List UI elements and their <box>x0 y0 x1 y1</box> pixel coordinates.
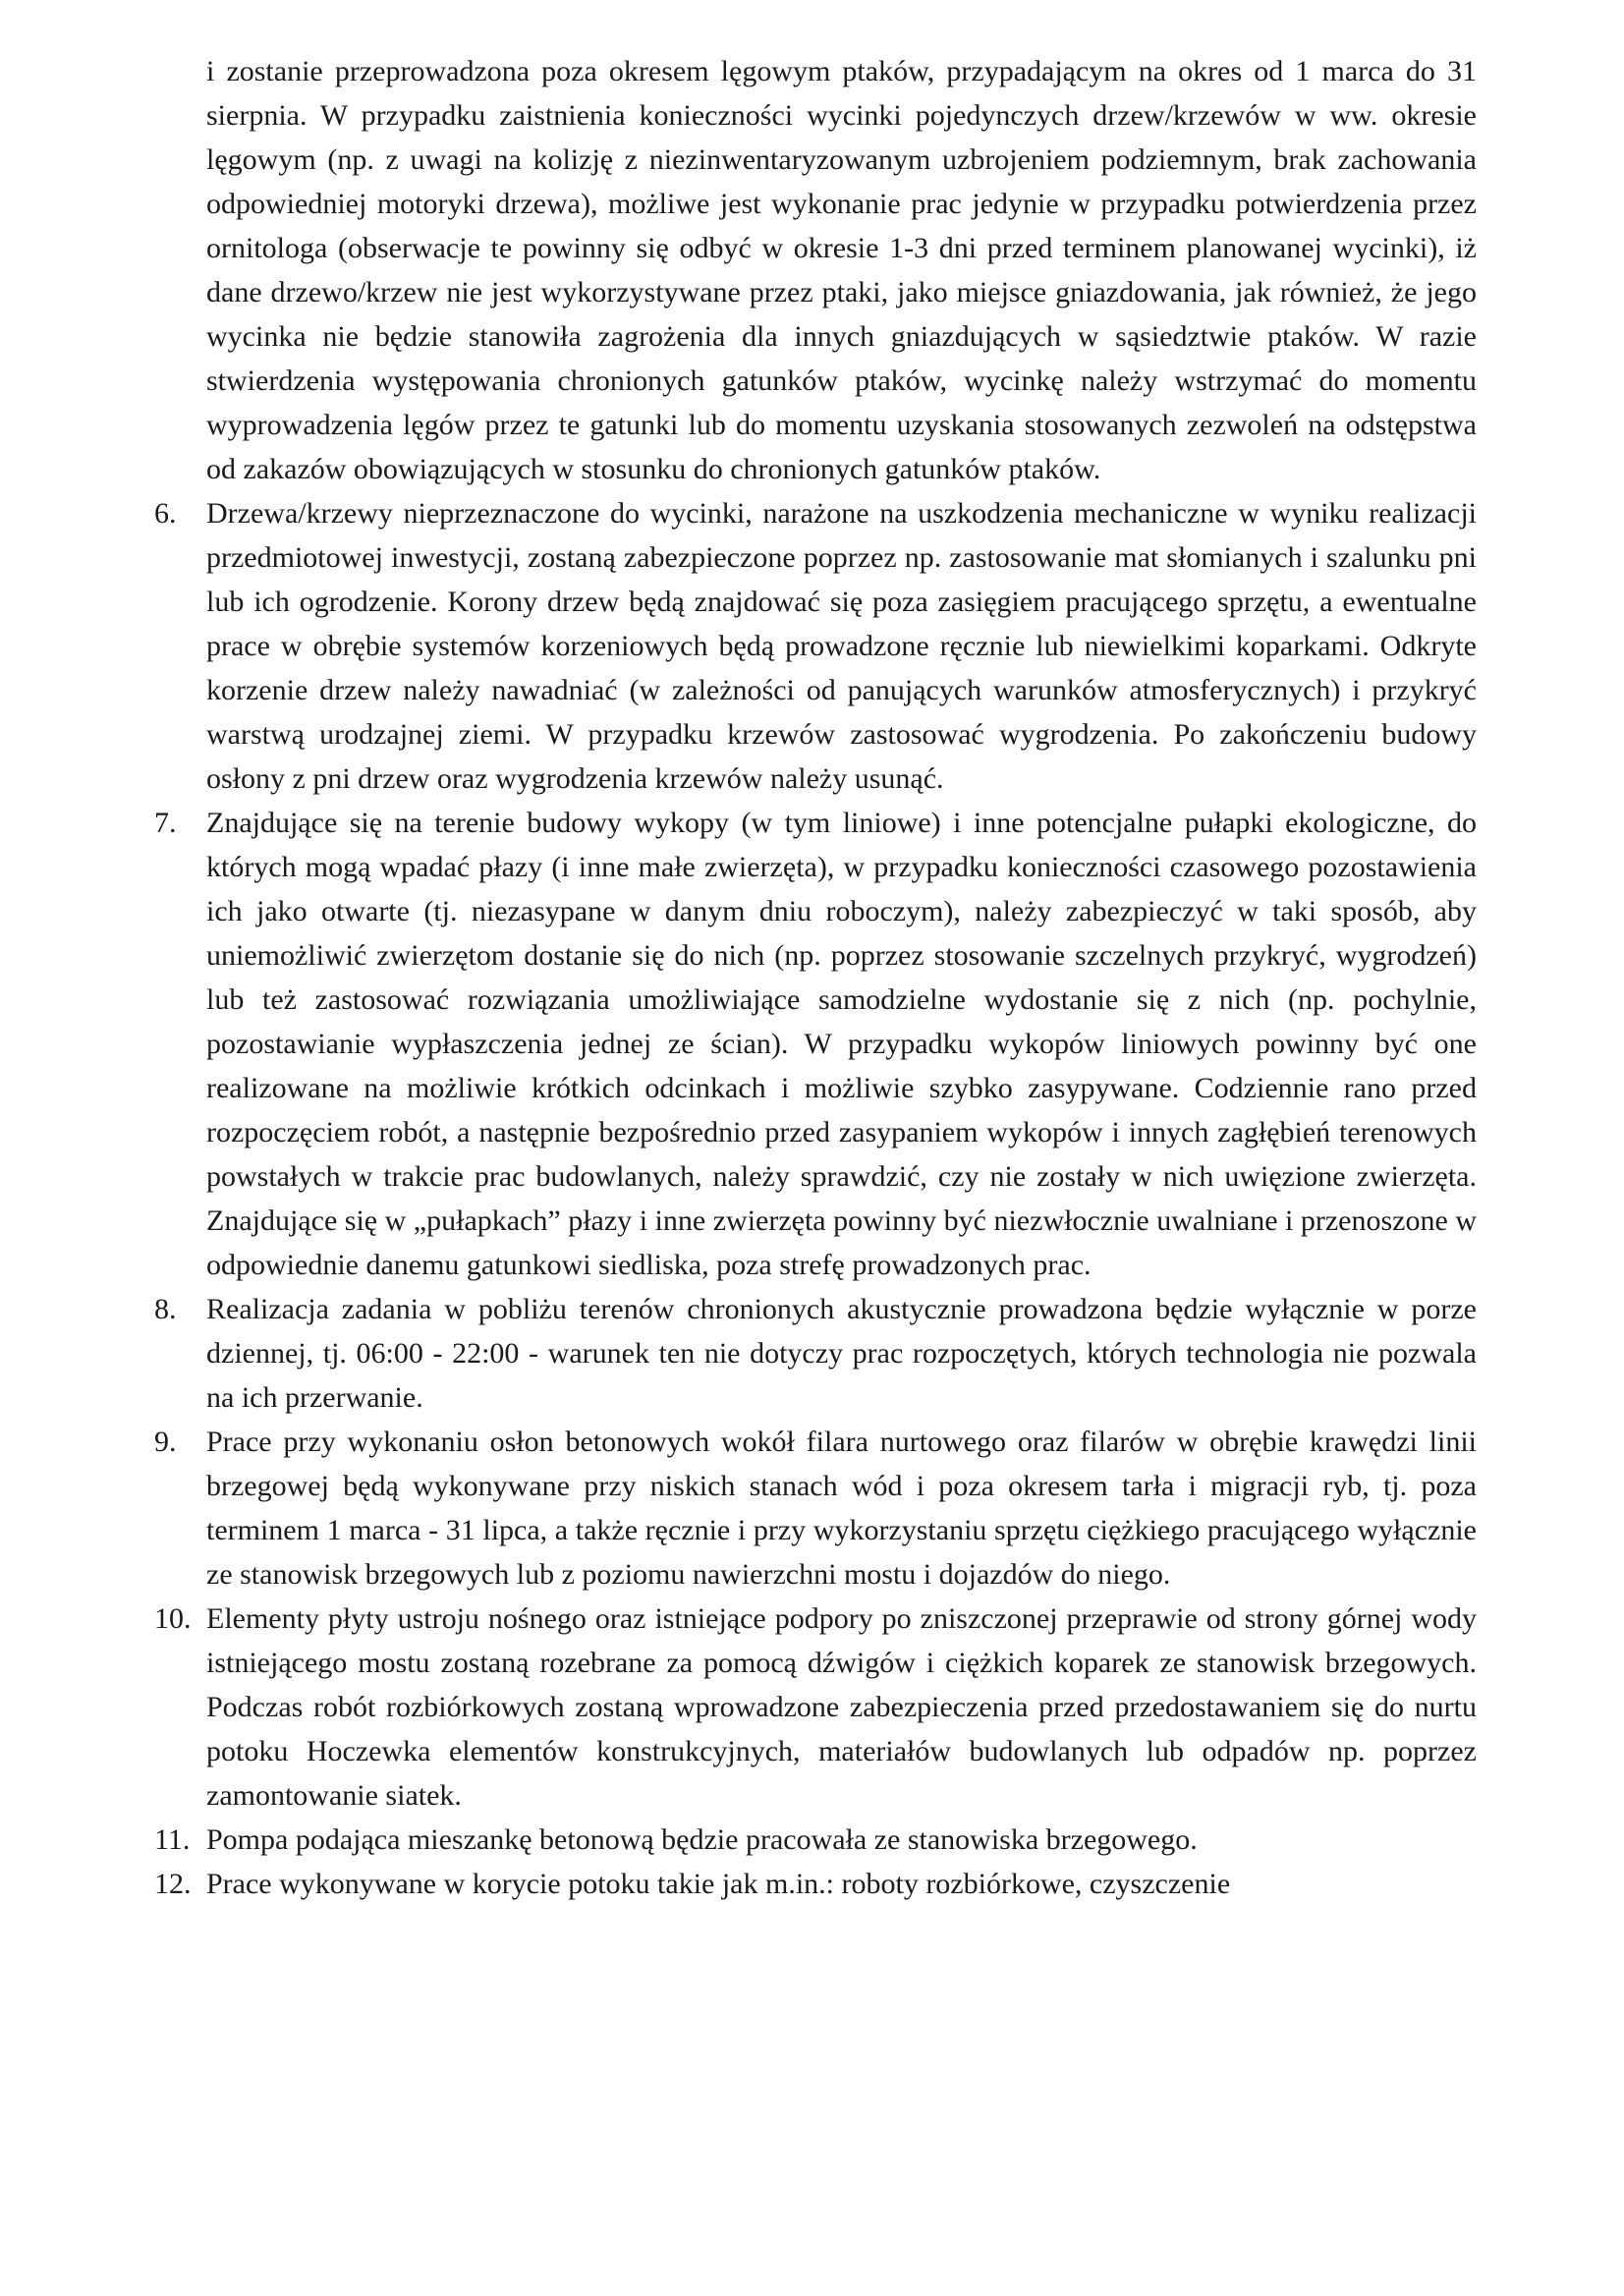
item-text: Realizacja zadania w pobliżu terenów chronionych akustycznie prowadzona będzie wyłącznie w porze dziennej, tj. 06:00 - 22:00 - warunek ten nie dotyczy prac rozpoczętych, których technologia nie pozwala na ich przerwanie. <box>206 1293 1477 1414</box>
item-text: Prace wykonywane w korycie potoku takie jak m.in.: roboty rozbiórkowe, czyszczenie <box>206 1868 1231 1900</box>
list-item-12 <box>154 1862 1477 1906</box>
item-text: Prace przy wykonaniu osłon betonowych wokół filara nurtowego oraz filarów w obrębie krawędzi linii brzegowej będą wykonywane przy niskich stanach wód i poza okresem tarła i migracji ryb, tj. poza terminem 1 marca - 31 lipca, a także ręcznie i przy wykorzystaniu sprzętu ciężkiego pracującego wyłącznie ze stanowisk brzegowych lub z poziomu nawierzchni mostu i dojazdów do niego. <box>206 1426 1477 1591</box>
list-item-11 <box>154 1818 1477 1862</box>
list-item-10 <box>154 1596 1477 1818</box>
list-item-9 <box>154 1420 1477 1596</box>
item-number: 8. <box>154 1293 177 1325</box>
list-item-8 <box>154 1287 1477 1420</box>
list-item-7 <box>154 801 1477 1287</box>
intro-paragraph: i zostanie przeprowadzona poza okresem lęgowym ptaków, przypadającym na okres od 1 marca do 31 sierpnia. W przypadku zaistnienia konieczności wycinki pojedynczych drzew/krzewów w ww. okresie lęgowym (np. z uwagi na kolizję z niezinwentaryzowanym uzbrojeniem podziemnym, brak zachowania odpowiedniej motoryki drzewa), możliwe jest wykonanie prac jedynie w przypadku potwierdzenia przez ornitologa (obserwacje te powinny się odbyć w okresie 1-3 dni przed terminem planowanej wycinki), iż dane drzewo/krzew nie jest wykorzystywane przez ptaki, jako miejsce gniazdowania, jak również, że jego wycinka nie będzie stanowiła zagrożenia dla innych gniazdujących w sąsiedztwie ptaków. W razie stwierdzenia występowania chronionych gatunków ptaków, wycinkę należy wstrzymać do momentu wyprowadzenia lęgów przez te gatunki lub do momentu uzyskania stosowanych zezwoleń na odstępstwa od zakazów obowiązujących w stosunku do chronionych gatunków ptaków. <box>206 55 1477 485</box>
item-number: 12. <box>154 1868 192 1900</box>
item-number: 9. <box>154 1426 177 1458</box>
item-text: Pompa podająca mieszankę betonową będzie pracowała ze stanowiska brzegowego. <box>206 1823 1198 1856</box>
item-number: 11. <box>154 1823 191 1856</box>
item-number: 6. <box>154 497 177 530</box>
item-number: 7. <box>154 807 177 839</box>
list-item-6 <box>154 491 1477 801</box>
item-text: Drzewa/krzewy nieprzeznaczone do wycinki, narażone na uszkodzenia mechaniczne w wyniku realizacji przedmiotowej inwestycji, zostaną zabezpieczone poprzez np. zastosowanie mat słomianych i szalunku pni lub ich ogrodzenie. Korony drzew będą znajdować się poza zasięgiem pracującego sprzętu, a ewentualne prace w obrębie systemów korzeniowych będą prowadzone ręcznie lub niewielkimi koparkami. Odkryte korzenie drzew należy nawadniać (w zależności od panujących warunków atmosferycznych) i przykryć warstwą urodzajnej ziemi. W przypadku krzewów zastosować wygrodzenia. Po zakończeniu budowy osłony z pni drzew oraz wygrodzenia krzewów należy usunąć. <box>206 497 1477 795</box>
item-text: Elementy płyty ustroju nośnego oraz istniejące podpory po zniszczonej przeprawie od strony górnej wody istniejącego mostu zostaną rozebrane za pomocą dźwigów i ciężkich koparek ze stanowisk brzegowych. Podczas robót rozbiórkowych zostaną wprowadzone zabezpieczenia przed przedostawaniem się do nurtu potoku Hoczewka elementów konstrukcyjnych, materiałów budowlanych lub odpadów np. poprzez zamontowanie siatek. <box>206 1602 1477 1812</box>
item-number: 10. <box>154 1602 192 1635</box>
item-text: Znajdujące się na terenie budowy wykopy (w tym liniowe) i inne potencjalne pułapki ekologiczne, do których mogą wpadać płazy (i inne małe zwierzęta), w przypadku konieczności czasowego pozostawienia ich jako otwarte (tj. niezasypane w danym dniu roboczym), należy zabezpieczyć w taki sposób, aby uniemożliwić zwierzętom dostanie się do nich (np. poprzez stosowanie szczelnych przykryć, wygrodzeń) lub też zastosować rozwiązania umożliwiające samodzielne wydostanie się z nich (np. pochylnie, pozostawianie wypłaszczenia jednej ze ścian). W przypadku wykopów liniowych powinny być one realizowane na możliwie krótkich odcinkach i możliwie szybko zasypywane. Codziennie rano przed rozpoczęciem robót, a następnie bezpośrednio przed zasypaniem wykopów i innych zagłębień terenowych powstałych w trakcie prac budowlanych, należy sprawdzić, czy nie zostały w nich uwięzione zwierzęta. Znajdujące się w „pułapkach” płazy i inne zwierzęta powinny być niezwłocznie uwalniane i przenoszone w odpowiednie danemu gatunkowi siedliska, poza strefę prowadzonych prac. <box>206 807 1477 1281</box>
